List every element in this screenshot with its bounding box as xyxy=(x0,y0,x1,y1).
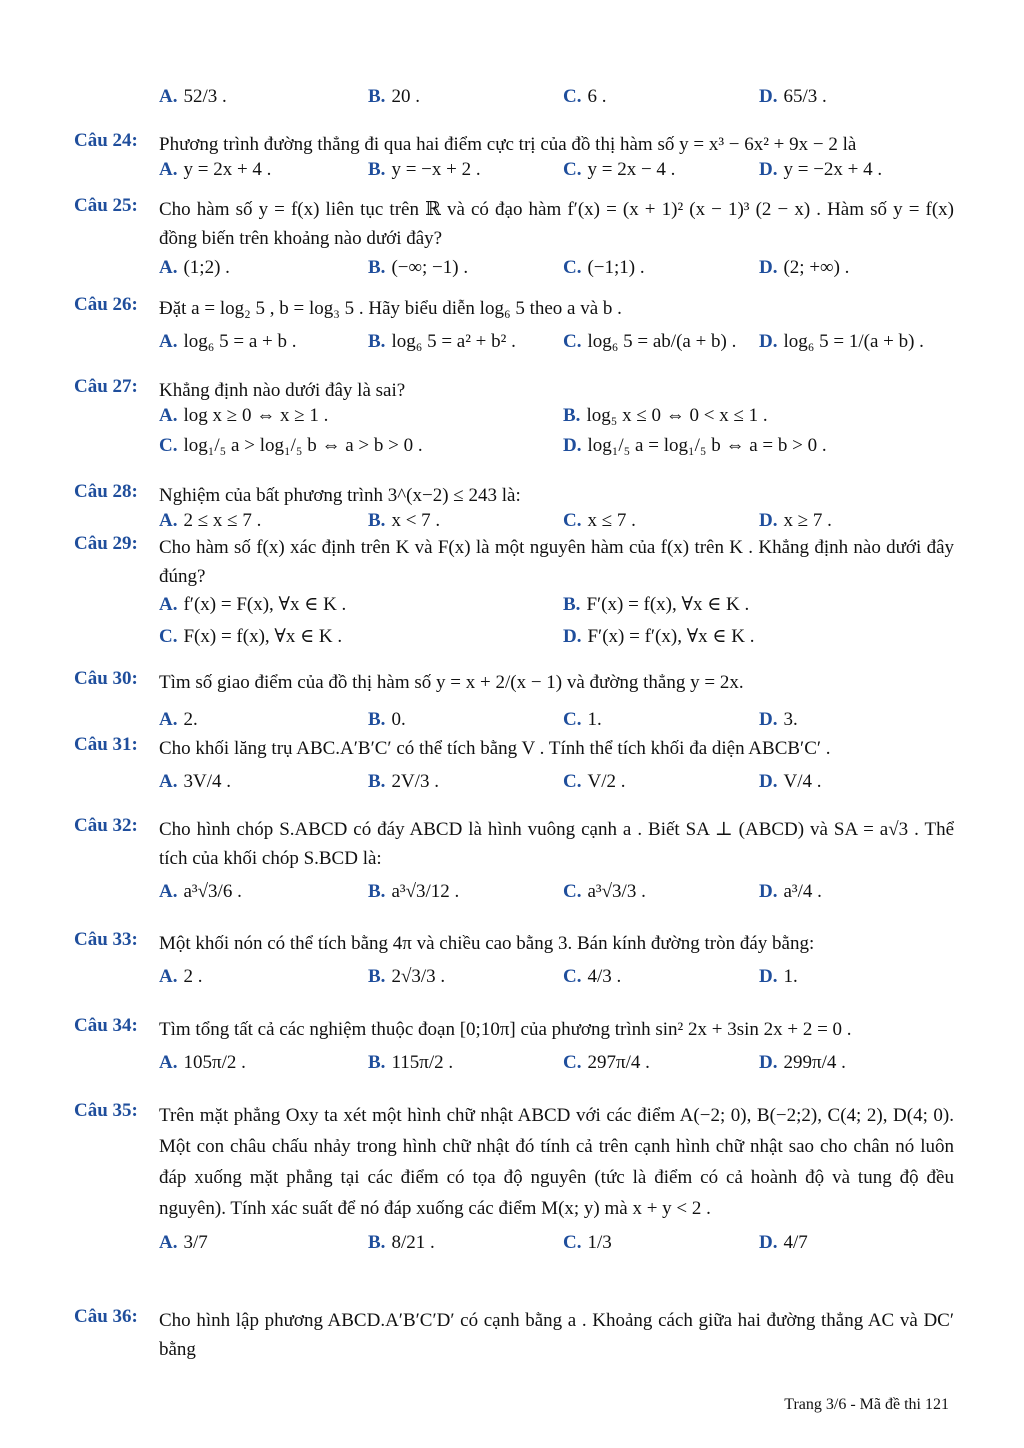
options-row xyxy=(159,873,954,919)
question-31 xyxy=(74,734,954,809)
question-label: Câu 30: xyxy=(74,668,138,689)
question-label: Câu 26: xyxy=(74,294,138,315)
option-b: B. 0. xyxy=(368,709,406,730)
option-a: A. 2 . xyxy=(159,966,203,987)
option-a: A. y = 2x + 4 . xyxy=(159,159,272,180)
option-b: B. x < 7 . xyxy=(368,510,441,531)
option-d: D. F′(x) = f′(x), ∀x ∈ K . xyxy=(563,626,755,647)
option-d: D. 3. xyxy=(759,709,798,730)
question-35 xyxy=(74,1100,954,1270)
option-c: C. V/2 . xyxy=(563,771,626,792)
question-label: Câu 36: xyxy=(74,1306,138,1327)
question-label: Câu 29: xyxy=(74,533,138,554)
question-30 xyxy=(74,668,954,737)
option-b: B. 2V/3 . xyxy=(368,771,439,792)
options-row xyxy=(159,958,954,1004)
option-d: D. 299π/4 . xyxy=(759,1052,846,1073)
question-text: Cho hàm số y = f(x) liên tục trên ℝ và có đạo hàm f′(x) = (x + 1)² (x − 1)³ (2 − x) . Hàm số y = f(x) đồng biến trên khoảng nào dưới đây? xyxy=(159,199,954,249)
option-c: C. 297π/4 . xyxy=(563,1052,650,1073)
option-a: A. 2. xyxy=(159,709,198,730)
option-a: A. f′(x) = F(x), ∀x ∈ K . xyxy=(159,594,347,615)
option-b: B. log₆ 5 = a² + b² . xyxy=(368,331,516,352)
question-text: Nghiệm của bất phương trình 3^(x−2) ≤ 243 là: xyxy=(159,485,521,506)
question-34 xyxy=(74,1015,954,1090)
option-d: D. 4/7 xyxy=(759,1232,808,1253)
option-b: B. log₅ x ≤ 0 ⇔ 0 < x ≤ 1 . xyxy=(563,405,768,426)
options-row xyxy=(159,323,954,369)
question-29 xyxy=(74,533,954,657)
question-text: Khẳng định nào dưới đây là sai? xyxy=(159,380,406,401)
option-a: A. log x ≥ 0 ⇔ x ≥ 1 . xyxy=(159,405,329,426)
question-label: Câu 34: xyxy=(74,1015,138,1036)
question-23-options xyxy=(74,78,954,124)
option-c: C. y = 2x − 4 . xyxy=(563,159,676,180)
question-28 xyxy=(74,481,954,538)
option-a: A. 3/7 xyxy=(159,1232,208,1253)
options-row xyxy=(159,1044,954,1090)
question-label: Câu 35: xyxy=(74,1100,138,1121)
option-c: C. a³√3/3 . xyxy=(563,881,646,902)
question-text: Cho hàm số f(x) xác định trên K và F(x) là một nguyên hàm của f(x) trên K . Khẳng định nào dưới đây đúng? xyxy=(159,537,954,587)
option-d: D. 1. xyxy=(759,966,798,987)
question-label: Câu 27: xyxy=(74,376,138,397)
option-c: C. 1/3 xyxy=(563,1232,612,1253)
option-c: C. x ≤ 7 . xyxy=(563,510,636,531)
question-text: Cho hình chóp S.ABCD có đáy ABCD là hình vuông cạnh a . Biết SA ⊥ (ABCD) và SA = a√3 . Thể tích của khối chóp S.BCD là: xyxy=(159,819,954,869)
option-c: C. (−1;1) . xyxy=(563,257,645,278)
options-row xyxy=(159,78,954,124)
option-a: A. 105π/2 . xyxy=(159,1052,246,1073)
option-d: D. 65/3 . xyxy=(759,86,827,107)
option-b: B. (−∞; −1) . xyxy=(368,257,469,278)
question-label: Câu 25: xyxy=(74,195,138,216)
question-text: Phương trình đường thẳng đi qua hai điểm cực trị của đồ thị hàm số y = x³ − 6x² + 9x − 2 là xyxy=(159,134,857,155)
option-a: A. 2 ≤ x ≤ 7 . xyxy=(159,510,262,531)
question-26 xyxy=(74,294,954,369)
options-row xyxy=(159,709,954,737)
options-row xyxy=(159,257,954,285)
question-25 xyxy=(74,195,954,285)
question-27 xyxy=(74,376,954,479)
question-text: Một khối nón có thể tích bằng 4π và chiều cao bằng 3. Bán kính đường tròn đáy bằng: xyxy=(159,933,815,954)
option-a: A. a³√3/6 . xyxy=(159,881,242,902)
option-c: C. 4/3 . xyxy=(563,966,622,987)
options-row xyxy=(159,159,954,187)
option-b: B. y = −x + 2 . xyxy=(368,159,481,180)
options-row xyxy=(159,625,954,657)
option-b: B. a³√3/12 . xyxy=(368,881,460,902)
option-c: C. log₆ 5 = ab/(a + b) . xyxy=(563,331,737,352)
options-row xyxy=(159,763,954,809)
option-d: D. a³/4 . xyxy=(759,881,822,902)
question-label: Câu 31: xyxy=(74,734,138,755)
question-text: Tìm số giao điểm của đồ thị hàm số y = x + 2/(x − 1) và đường thẳng y = 2x. xyxy=(159,672,744,693)
page-footer: Trang 3/6 - Mã đề thi 121 xyxy=(784,1396,949,1413)
option-b: B. F′(x) = f(x), ∀x ∈ K . xyxy=(563,594,750,615)
question-label: Câu 33: xyxy=(74,929,138,950)
option-a: A. (1;2) . xyxy=(159,257,230,278)
options-row xyxy=(159,405,954,433)
question-text: Cho hình lập phương ABCD.A′B′C′D′ có cạnh bằng a . Khoảng cách giữa hai đường thẳng AC và DC′ bằng xyxy=(159,1310,954,1360)
option-a: A. log₆ 5 = a + b . xyxy=(159,331,297,352)
option-a: A. 3V/4 . xyxy=(159,771,231,792)
question-36 xyxy=(74,1306,954,1364)
option-a: A. 52/3 . xyxy=(159,86,227,107)
option-b: B. 2√3/3 . xyxy=(368,966,446,987)
option-d: D. log₆ 5 = 1/(a + b) . xyxy=(759,331,924,352)
option-c: C. F(x) = f(x), ∀x ∈ K . xyxy=(159,626,343,647)
option-d: D. log₁/₅ a = log₁/₅ b ⇔ a = b > 0 . xyxy=(563,435,827,456)
option-b: B. 8/21 . xyxy=(368,1232,435,1253)
option-c: C. 1. xyxy=(563,709,602,730)
option-c: C. log₁/₅ a > log₁/₅ b ⇔ a > b > 0 . xyxy=(159,435,423,456)
options-row xyxy=(159,1224,954,1270)
question-32 xyxy=(74,815,954,919)
option-d: D. y = −2x + 4 . xyxy=(759,159,883,180)
options-row xyxy=(159,593,954,625)
question-text: Tìm tổng tất cả các nghiệm thuộc đoạn [0;10π] của phương trình sin² 2x + 3sin 2x + 2 = 0 . xyxy=(159,1019,852,1040)
question-text: Đặt a = log₂ 5 , b = log₃ 5 . Hãy biểu diễn log₆ 5 theo a và b . xyxy=(159,298,622,319)
option-d: D. V/4 . xyxy=(759,771,822,792)
options-row xyxy=(159,433,954,479)
question-label: Câu 28: xyxy=(74,481,138,502)
question-33 xyxy=(74,929,954,1004)
option-b: B. 115π/2 . xyxy=(368,1052,454,1073)
question-label: Câu 32: xyxy=(74,815,138,836)
option-b: B. 20 . xyxy=(368,86,420,107)
question-label: Câu 24: xyxy=(74,130,138,151)
option-d: D. x ≥ 7 . xyxy=(759,510,832,531)
question-text: Trên mặt phẳng Oxy ta xét một hình chữ nhật ABCD với các điểm A(−2; 0), B(−2;2), C(4; 2), D(4; 0). Một con châu chấu nhảy trong hình chữ nhật đó tính cả trên cạnh hình chữ nhật sao cho chân nó luôn đáp xuống mặt phẳng tại các điểm có tọa độ nguyên (tức là điểm có cả hoành độ và tung độ đều nguyên). Tính xác suất để nó đáp xuống các điểm M(x; y) mà x + y < 2 . xyxy=(159,1105,954,1219)
option-d: D. (2; +∞) . xyxy=(759,257,850,278)
question-text: Cho khối lăng trụ ABC.A′B′C′ có thể tích bằng V . Tính thể tích khối đa diện ABCB′C′ . xyxy=(159,738,831,759)
option-c: C. 6 . xyxy=(563,86,607,107)
question-24 xyxy=(74,130,954,187)
